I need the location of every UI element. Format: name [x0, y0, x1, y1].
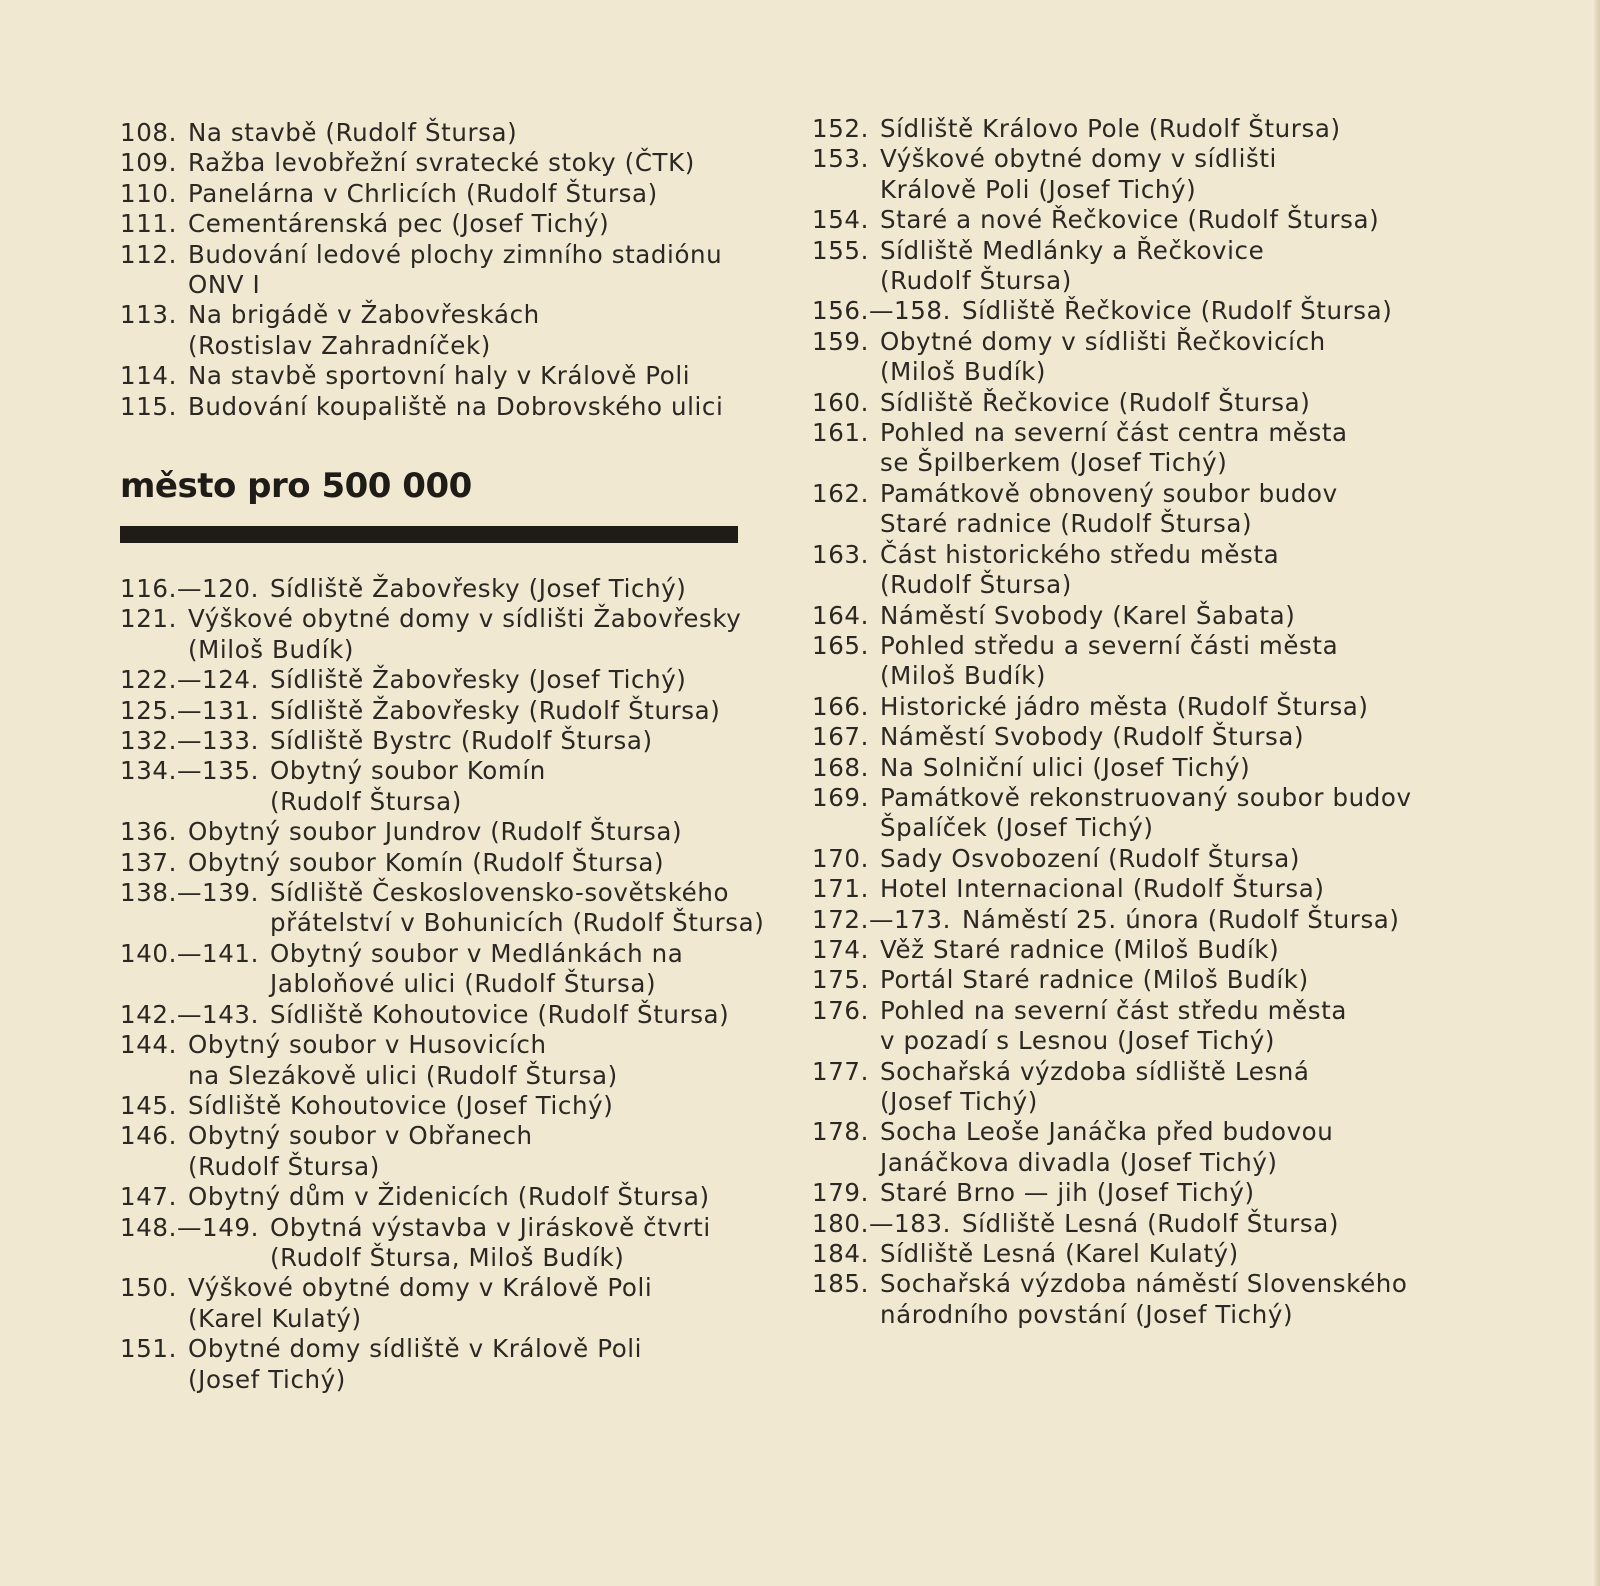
- item-caption: [880, 205, 1452, 235]
- item-number: 170.: [812, 843, 869, 873]
- item-caption: [188, 118, 760, 148]
- item-number: 142.—143.: [120, 999, 260, 1029]
- caption-line: Sídliště Kohoutovice (Josef Tichý): [188, 1090, 614, 1120]
- item-caption: [962, 296, 1452, 326]
- item-caption: [880, 1239, 1452, 1269]
- caption-line: na Slezákově ulici (Rudolf Štursa): [188, 1060, 618, 1090]
- item-caption: [880, 479, 1452, 540]
- item-caption: [880, 1117, 1452, 1178]
- caption-line: Výškové obytné domy v sídlišti: [880, 144, 1277, 174]
- list-item: [812, 874, 1452, 904]
- list-item: [120, 665, 760, 695]
- item-number: 122.—124.: [120, 665, 260, 695]
- caption-line: Památkově rekonstruovaný soubor budov: [880, 782, 1412, 812]
- caption-line: Socha Leoše Janáčka před budovou: [880, 1117, 1334, 1147]
- caption-line: Na stavbě sportovní haly v Králově Poli: [188, 361, 691, 391]
- caption-line: (Rudolf Štursa): [880, 570, 1072, 600]
- list-item: [120, 1182, 760, 1212]
- caption-line: Sídliště Královo Pole (Rudolf Štursa): [880, 114, 1341, 143]
- list-item: [812, 905, 1452, 935]
- caption-line: (Rostislav Zahradníček): [188, 330, 491, 360]
- caption-line: Na stavbě (Rudolf Štursa): [188, 118, 518, 147]
- item-number: 169.: [812, 782, 869, 812]
- caption-line: Obytný soubor v Obřanech: [188, 1121, 533, 1151]
- item-caption: [270, 878, 764, 939]
- section-heading: město pro 500 000: [120, 466, 472, 506]
- list-item: [120, 148, 760, 178]
- item-caption: [270, 726, 760, 756]
- caption-line: Janáčkova divadla (Josef Tichý): [880, 1147, 1278, 1177]
- item-caption: [880, 844, 1452, 874]
- caption-line: Obytné domy sídliště v Králově Poli: [188, 1334, 643, 1364]
- item-number: 159.: [812, 326, 869, 356]
- item-number: 179.: [812, 1178, 869, 1208]
- item-number: 116.—120.: [120, 574, 260, 603]
- item-number: 163.: [812, 539, 869, 569]
- item-number: 125.—131.: [120, 695, 260, 725]
- item-caption: [188, 148, 760, 178]
- caption-line: Sídliště Československo-sovětského: [270, 878, 730, 908]
- item-number: 115.: [120, 391, 177, 421]
- item-caption: [880, 631, 1452, 692]
- caption-line: Obytný soubor v Husovicích: [188, 1030, 547, 1060]
- item-number: 150.: [120, 1273, 177, 1303]
- list-item: [812, 114, 1452, 144]
- item-number: 132.—133.: [120, 726, 260, 756]
- caption-line: Historické jádro města (Rudolf Štursa): [880, 691, 1369, 721]
- caption-line: Obytný soubor Jundrov (Rudolf Štursa): [188, 817, 683, 847]
- item-caption: [188, 240, 760, 301]
- caption-line: Sídliště Lesná (Karel Kulatý): [880, 1239, 1239, 1269]
- item-caption: [880, 874, 1452, 904]
- caption-line: Budování koupaliště na Dobrovského ulici: [188, 391, 724, 421]
- item-caption: [270, 665, 760, 695]
- caption-line: Sídliště Lesná (Rudolf Štursa): [962, 1208, 1340, 1238]
- caption-line: v pozadí s Lesnou (Josef Tichý): [880, 1026, 1275, 1056]
- list-item: [120, 361, 760, 391]
- item-number: 180.—183.: [812, 1208, 952, 1238]
- caption-line: Sídliště Řečkovice (Rudolf Štursa): [962, 296, 1393, 326]
- section-heading-rule: [120, 526, 738, 543]
- caption-line: Budování ledové plochy zimního stadiónu: [188, 239, 723, 269]
- caption-line: (Josef Tichý): [188, 1364, 346, 1394]
- caption-line: Sídliště Kohoutovice (Rudolf Štursa): [270, 999, 730, 1029]
- item-caption: [188, 1334, 760, 1395]
- item-number: 184.: [812, 1239, 869, 1269]
- list-item: [812, 783, 1452, 844]
- item-caption: [880, 601, 1452, 631]
- item-number: 165.: [812, 630, 869, 660]
- item-number: 110.: [120, 178, 177, 208]
- item-caption: [880, 996, 1452, 1057]
- list-item: [120, 240, 760, 301]
- list-item: [812, 418, 1452, 479]
- item-caption: [188, 300, 760, 361]
- caption-line: (Rudolf Štursa): [880, 266, 1072, 296]
- list-item: [812, 722, 1452, 752]
- caption-line: Panelárna v Chrlicích (Rudolf Štursa): [188, 178, 658, 208]
- item-number: 185.: [812, 1269, 869, 1299]
- caption-line: (Rudolf Štursa): [188, 1151, 380, 1181]
- item-number: 113.: [120, 300, 177, 330]
- caption-line: Sochařská výzdoba náměstí Slovenského: [880, 1269, 1408, 1299]
- item-number: 176.: [812, 995, 869, 1025]
- item-caption: [880, 783, 1452, 844]
- item-number: 161.: [812, 418, 869, 448]
- item-caption: [880, 114, 1452, 144]
- item-number: 156.—158.: [812, 296, 952, 326]
- list-item: [812, 1057, 1452, 1118]
- item-caption: [880, 753, 1452, 783]
- list-item: [812, 236, 1452, 297]
- caption-line: Obytný soubor v Medlánkách na: [270, 938, 684, 968]
- item-caption: [270, 1213, 760, 1274]
- list-item: [120, 878, 765, 939]
- list-item: [812, 1239, 1452, 1269]
- item-number: 174.: [812, 934, 869, 964]
- caption-line: Jabloňové ulici (Rudolf Štursa): [270, 969, 657, 999]
- item-caption: [880, 692, 1452, 722]
- caption-line: Výškové obytné domy v Králově Poli: [188, 1273, 653, 1303]
- list-item: [120, 179, 760, 209]
- caption-line: Část historického středu města: [880, 539, 1280, 569]
- item-number: 114.: [120, 361, 177, 391]
- item-number: 178.: [812, 1117, 869, 1147]
- caption-line: Sídliště Žabovřesky (Josef Tichý): [270, 665, 687, 695]
- item-number: 153.: [812, 144, 869, 174]
- list-item: [812, 1117, 1452, 1178]
- item-number: 172.—173.: [812, 904, 952, 934]
- list-item: [812, 1178, 1452, 1208]
- item-caption: [880, 1178, 1452, 1208]
- item-caption: [188, 179, 760, 209]
- list-item: [120, 118, 760, 148]
- item-caption: [188, 1091, 760, 1121]
- item-number: 154.: [812, 205, 869, 235]
- item-caption: [880, 935, 1452, 965]
- item-number: 164.: [812, 600, 869, 630]
- item-caption: [188, 392, 760, 422]
- item-number: 151.: [120, 1334, 177, 1364]
- caption-line: Památkově obnovený soubor budov: [880, 478, 1338, 508]
- caption-line: Staré Brno — jih (Josef Tichý): [880, 1178, 1255, 1208]
- caption-line: Sídliště Bystrc (Rudolf Štursa): [270, 726, 653, 756]
- caption-line: (Rudolf Štursa, Miloš Budík): [270, 1242, 625, 1272]
- item-number: 137.: [120, 847, 177, 877]
- item-caption: [880, 965, 1452, 995]
- caption-line: přátelství v Bohunicích (Rudolf Štursa): [270, 908, 765, 938]
- caption-line: Obytná výstavba v Jiráskově čtvrti: [270, 1212, 711, 1242]
- caption-line: Sídliště Řečkovice (Rudolf Štursa): [880, 387, 1311, 417]
- item-number: 160.: [812, 387, 869, 417]
- item-caption: [962, 905, 1452, 935]
- list-item: [812, 327, 1452, 388]
- item-caption: [880, 1057, 1452, 1118]
- caption-line: (Miloš Budík): [880, 661, 1047, 691]
- caption-line: (Miloš Budík): [880, 357, 1047, 387]
- item-caption: [270, 574, 760, 604]
- list-item: [812, 965, 1452, 995]
- item-number: 134.—135.: [120, 756, 260, 786]
- caption-line: Obytný dům v Židenicích (Rudolf Štursa): [188, 1182, 710, 1212]
- caption-line: Náměstí Svobody (Karel Šabata): [880, 600, 1296, 630]
- item-caption: [880, 327, 1452, 388]
- item-caption: [880, 144, 1452, 205]
- caption-line: se Špilberkem (Josef Tichý): [880, 448, 1228, 478]
- item-caption: [188, 209, 760, 239]
- item-number: 111.: [120, 209, 177, 239]
- item-caption: [880, 418, 1452, 479]
- item-caption: [880, 388, 1452, 418]
- list-item: [120, 1273, 760, 1334]
- item-caption: [880, 540, 1452, 601]
- caption-line: (Josef Tichý): [880, 1087, 1038, 1116]
- item-number: 138.—139.: [120, 878, 260, 908]
- caption-line: Ražba levobřežní svratecké stoky (ČTK): [188, 148, 695, 178]
- list-item: [812, 205, 1452, 235]
- item-caption: [270, 1000, 760, 1030]
- list-item: [812, 1209, 1452, 1239]
- item-caption: [270, 696, 760, 726]
- list-item: [812, 1269, 1452, 1330]
- caption-line: Výškové obytné domy v sídlišti Žabovřesky: [188, 604, 742, 634]
- list-item: [120, 1121, 760, 1182]
- item-number: 155.: [812, 235, 869, 265]
- list-item: [812, 296, 1452, 326]
- item-number: 168.: [812, 752, 869, 782]
- list-item: [812, 692, 1452, 722]
- caption-line: Obytný soubor Komín: [270, 756, 546, 786]
- list-item: [812, 144, 1452, 205]
- item-number: 108.: [120, 118, 177, 147]
- caption-line: Staré a nové Řečkovice (Rudolf Štursa): [880, 205, 1380, 235]
- item-number: 140.—141.: [120, 938, 260, 968]
- caption-line: Na Solniční ulici (Josef Tichý): [880, 752, 1251, 782]
- item-number: 166.: [812, 691, 869, 721]
- caption-line: Hotel Internacional (Rudolf Štursa): [880, 874, 1325, 904]
- list-item: [120, 696, 760, 726]
- item-caption: [880, 236, 1452, 297]
- list-item: [812, 631, 1452, 692]
- list-item: [120, 392, 760, 422]
- caption-line: Věž Staré radnice (Miloš Budík): [880, 934, 1280, 964]
- list-item: [120, 1091, 760, 1121]
- section-list: [120, 574, 765, 1395]
- list-item: [120, 1334, 760, 1395]
- item-caption: [962, 1209, 1452, 1239]
- list-item: [812, 753, 1452, 783]
- list-item: [812, 935, 1452, 965]
- caption-line: národního povstání (Josef Tichý): [880, 1299, 1294, 1329]
- list-item: [120, 1000, 760, 1030]
- list-item: [812, 540, 1452, 601]
- list-item: [120, 300, 760, 361]
- caption-line: ONV I: [188, 270, 261, 300]
- list-item: [812, 844, 1452, 874]
- caption-line: Portál Staré radnice (Miloš Budík): [880, 965, 1309, 995]
- item-caption: [188, 1030, 760, 1091]
- item-number: 147.: [120, 1182, 177, 1212]
- caption-line: Králově Poli (Josef Tichý): [880, 174, 1197, 204]
- item-caption: [188, 1121, 760, 1182]
- caption-line: (Miloš Budík): [188, 634, 355, 664]
- caption-line: (Rudolf Štursa): [270, 786, 462, 816]
- item-caption: [270, 939, 760, 1000]
- list-item: [120, 817, 760, 847]
- item-number: 121.: [120, 604, 177, 634]
- right-column-list: [812, 114, 1452, 1330]
- list-item: [120, 756, 760, 817]
- item-number: 145.: [120, 1090, 177, 1120]
- item-number: 144.: [120, 1030, 177, 1060]
- caption-line: Obytné domy v sídlišti Řečkovicích: [880, 326, 1326, 356]
- caption-line: Sady Osvobození (Rudolf Štursa): [880, 843, 1301, 873]
- item-caption: [270, 756, 760, 817]
- item-number: 171.: [812, 874, 869, 904]
- caption-line: Cementárenská pec (Josef Tichý): [188, 209, 610, 239]
- list-item: [120, 209, 760, 239]
- item-number: 162.: [812, 478, 869, 508]
- item-caption: [188, 604, 760, 665]
- intro-list: [120, 118, 760, 422]
- item-caption: [880, 1269, 1452, 1330]
- item-number: 148.—149.: [120, 1212, 260, 1242]
- caption-line: Náměstí Svobody (Rudolf Štursa): [880, 722, 1305, 752]
- list-item: [812, 996, 1452, 1057]
- caption-line: Pohled na severní část centra města: [880, 418, 1348, 448]
- item-number: 146.: [120, 1121, 177, 1151]
- list-item: [120, 726, 760, 756]
- caption-line: Sídliště Žabovřesky (Josef Tichý): [270, 574, 687, 603]
- item-number: 136.: [120, 817, 177, 847]
- page-edge: [1594, 0, 1600, 1586]
- item-caption: [188, 1273, 760, 1334]
- caption-line: Náměstí 25. února (Rudolf Štursa): [962, 904, 1400, 934]
- caption-line: Sídliště Medlánky a Řečkovice: [880, 235, 1265, 265]
- list-item: [812, 601, 1452, 631]
- item-number: 175.: [812, 965, 869, 995]
- list-item: [120, 604, 760, 665]
- item-number: 167.: [812, 722, 869, 752]
- item-number: 112.: [120, 239, 177, 269]
- caption-line: Pohled středu a severní části města: [880, 630, 1339, 660]
- caption-line: Staré radnice (Rudolf Štursa): [880, 509, 1253, 539]
- list-item: [120, 574, 760, 604]
- caption-line: Sídliště Žabovřesky (Rudolf Štursa): [270, 695, 721, 725]
- item-caption: [188, 848, 760, 878]
- list-item: [812, 388, 1452, 418]
- caption-line: Špalíček (Josef Tichý): [880, 813, 1154, 843]
- caption-line: Pohled na severní část středu města: [880, 995, 1347, 1025]
- caption-line: Na brigádě v Žabovřeskách: [188, 300, 540, 330]
- item-caption: [880, 722, 1452, 752]
- caption-line: Obytný soubor Komín (Rudolf Štursa): [188, 847, 665, 877]
- item-caption: [188, 817, 760, 847]
- item-number: 109.: [120, 148, 177, 178]
- list-item: [120, 1030, 760, 1091]
- item-number: 152.: [812, 114, 869, 143]
- item-caption: [188, 361, 760, 391]
- list-item: [120, 848, 760, 878]
- item-caption: [188, 1182, 760, 1212]
- caption-line: Sochařská výzdoba sídliště Lesná: [880, 1056, 1310, 1086]
- item-number: 177.: [812, 1056, 869, 1086]
- list-item: [120, 1213, 760, 1274]
- list-item: [812, 479, 1452, 540]
- list-item: [120, 939, 760, 1000]
- caption-line: (Karel Kulatý): [188, 1303, 362, 1333]
